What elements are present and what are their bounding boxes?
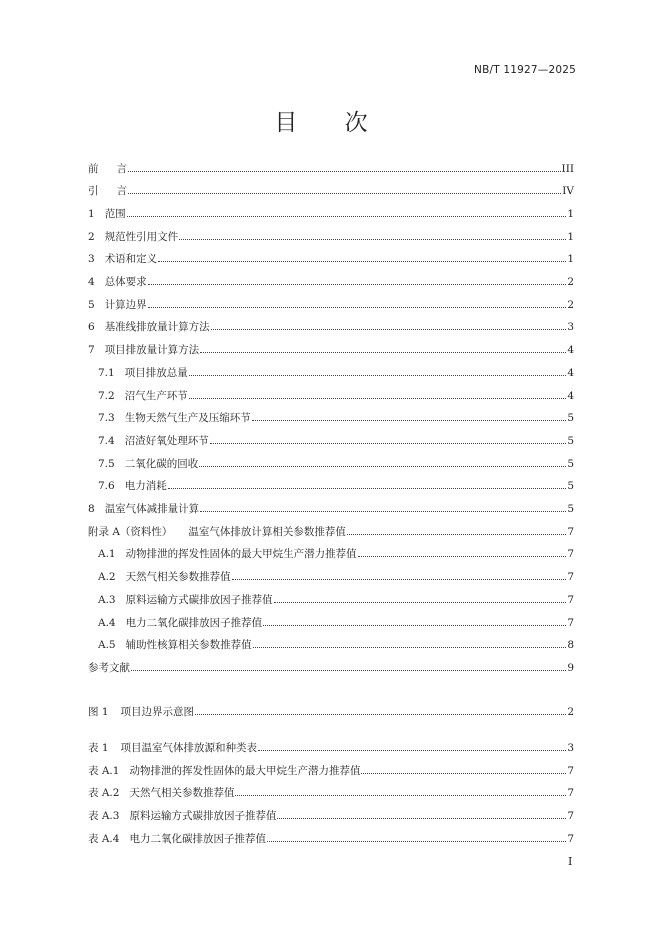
toc-entry[interactable] (98, 614, 574, 630)
toc-leader-dots (358, 556, 567, 557)
toc-entry-label: 计算边界 (104, 299, 147, 311)
toc-entry-number: 7.3 (98, 412, 115, 424)
toc-leader-dots (347, 534, 566, 535)
toc-entry-number: A.2 (98, 571, 116, 583)
toc-entry-page: 2 (567, 299, 574, 311)
toc-entry-number: 4 (88, 276, 95, 288)
toc-entry[interactable] (88, 659, 574, 675)
toc-entry[interactable] (98, 409, 574, 425)
toc-entry-page: 7 (567, 787, 574, 799)
toc-entry[interactable] (88, 703, 574, 719)
toc-entry-label: 沼渣好氧处理环节 (124, 435, 209, 447)
toc-entry-page: 5 (567, 435, 574, 447)
toc-entry-page: 7 (567, 617, 574, 629)
toc-entry-page: 1 (567, 231, 574, 243)
toc-entry-page: III (561, 163, 574, 175)
toc-entry[interactable] (88, 228, 574, 244)
toc-entry[interactable] (88, 205, 574, 221)
toc-entry-page: 4 (567, 344, 574, 356)
toc-entry[interactable] (88, 807, 574, 823)
toc-entry-page: 7 (567, 765, 574, 777)
toc-entry-label: 术语和定义 (104, 253, 158, 265)
toc-entry-label: 动物排泄的挥发性固体的最大甲烷生产潜力推荐值 (125, 548, 357, 560)
page-number: I (568, 855, 573, 868)
toc-entry-number: 7.1 (98, 367, 115, 379)
toc-entry-page: 3 (567, 321, 574, 333)
toc-entry-page: 1 (567, 253, 574, 265)
toc-entry[interactable] (98, 568, 574, 584)
toc-entry-label: 天然气相关参数推荐值 (129, 787, 235, 799)
toc-leader-dots (189, 375, 567, 376)
toc-entry-page: 7 (567, 526, 574, 538)
toc-entry-number: 3 (88, 253, 95, 265)
toc-entry-number: 1 (88, 208, 95, 220)
toc-leader-dots (128, 171, 561, 172)
toc-entry[interactable] (88, 160, 574, 176)
toc-entry-page: 7 (567, 571, 574, 583)
toc-entry-number: 2 (88, 231, 95, 243)
toc-entry-label: 沼气生产环节 (124, 390, 188, 402)
toc-leader-dots (128, 193, 561, 194)
toc-leader-dots (361, 773, 566, 774)
toc-entry-number: 表 A.4 (88, 833, 120, 845)
toc-entry[interactable] (98, 545, 574, 561)
toc-leader-dots (277, 818, 566, 819)
toc-entry[interactable] (88, 739, 574, 755)
toc-leader-dots (211, 329, 567, 330)
toc-leader-dots (253, 647, 567, 648)
toc-entry-label: 项目排放总量 (124, 367, 188, 379)
toc-leader-dots (210, 443, 567, 444)
toc-leader-dots (131, 670, 566, 671)
toc-entry-page: 5 (567, 412, 574, 424)
toc-entry-page: 7 (567, 548, 574, 560)
toc-entry-label: 生物天然气生产及压缩环节 (124, 412, 251, 424)
toc-leader-dots (199, 466, 566, 467)
toc-entry[interactable] (88, 830, 574, 846)
toc-entry[interactable] (88, 296, 574, 312)
toc-leader-dots (189, 398, 567, 399)
toc-entry[interactable] (98, 455, 574, 471)
toc-entry-page: 1 (567, 208, 574, 220)
toc-entry-label: 总体要求 (104, 276, 147, 288)
toc-entry-number: 引 (88, 185, 99, 197)
toc-entry-page: 7 (567, 810, 574, 822)
toc-entry-number: 表 1 (88, 742, 109, 754)
toc-entry[interactable] (98, 387, 574, 403)
toc-entry-number: 表 A.2 (88, 787, 120, 799)
toc-entry-number: 前 (88, 163, 99, 175)
toc-leader-dots (263, 625, 566, 626)
toc-entry-number: 7.6 (98, 480, 115, 492)
toc-leader-dots (168, 488, 567, 489)
toc-entry-label: 项目边界示意图 (120, 706, 195, 718)
toc-entry-page: 9 (567, 662, 574, 674)
toc-leader-dots (195, 714, 566, 715)
toc-leader-dots (179, 239, 566, 240)
toc-entry-label: 参考文献 (88, 662, 130, 674)
toc-entry[interactable] (98, 636, 574, 652)
toc-entry[interactable] (88, 762, 574, 778)
toc-leader-dots (200, 511, 566, 512)
toc-entry-number: 7.4 (98, 435, 115, 447)
toc-entry-page: 7 (567, 833, 574, 845)
toc-entry[interactable] (88, 500, 574, 516)
toc-entry-page: 5 (567, 458, 574, 470)
toc-entry-label: 辅助性核算相关参数推荐值 (125, 639, 252, 651)
toc-leader-dots (127, 216, 567, 217)
toc-entry[interactable] (88, 250, 574, 266)
toc-entry-label: 原料运输方式碳排放因子推荐值 (125, 594, 273, 606)
toc-entry-number: 8 (88, 503, 95, 515)
toc-entry-number: 表 A.1 (88, 765, 120, 777)
toc-entry[interactable] (88, 318, 574, 334)
toc-entry[interactable] (98, 432, 574, 448)
toc-entry-label: 基准线排放量计算方法 (104, 321, 210, 333)
toc-entry-number: 图 1 (88, 706, 109, 718)
toc-entry-label: 项目温室气体排放源和种类表 (120, 742, 258, 754)
toc-entry-label: 电力二氧化碳排放因子推荐值 (129, 833, 266, 845)
toc-entry-page: IV (562, 185, 574, 197)
toc-leader-dots (200, 352, 566, 353)
toc-entry[interactable] (98, 477, 574, 493)
toc-entry-page: 2 (567, 276, 574, 288)
toc-entry-label: 规范性引用文件 (104, 231, 179, 243)
toc-entry-label: 温室气体减排量计算 (104, 503, 200, 515)
toc-entry-page: 7 (567, 594, 574, 606)
toc-entry-number: A.4 (98, 617, 116, 629)
toc-entry-page: 5 (567, 480, 574, 492)
toc-entry[interactable] (88, 341, 574, 357)
toc-leader-dots (158, 261, 566, 262)
toc-entry-number: 7.5 (98, 458, 115, 470)
toc-entry-number: 7 (88, 344, 95, 356)
toc-leader-dots (252, 420, 567, 421)
toc-entry[interactable] (98, 364, 574, 380)
toc-entry[interactable] (88, 784, 574, 800)
toc-entry-label: 电力消耗 (124, 480, 167, 492)
toc-entry-page: 5 (567, 503, 574, 515)
toc-entry-number: A.5 (98, 639, 116, 651)
toc-entry-label: 项目排放量计算方法 (104, 344, 200, 356)
toc-entry-number: 附录 A（资料性） (88, 526, 173, 538)
toc-entry-page: 4 (567, 367, 574, 379)
toc-entry[interactable] (88, 182, 574, 198)
toc-leader-dots (258, 750, 566, 751)
toc-entry-label: 二氧化碳的回收 (124, 458, 199, 470)
toc-entry-label: 天然气相关参数推荐值 (125, 571, 231, 583)
toc-entry-number: A.1 (98, 548, 116, 560)
toc-entry-label: 电力二氧化碳排放因子推荐值 (125, 617, 263, 629)
toc-entry-number: 表 A.3 (88, 810, 120, 822)
page-title: 目 次 (274, 110, 388, 136)
toc-entry-page: 8 (567, 639, 574, 651)
standard-code: NB/T 11927—2025 (474, 64, 576, 76)
toc-entry-label: 温室气体排放计算相关参数推荐值 (188, 526, 346, 538)
toc-entry-label: 原料运输方式碳排放因子推荐值 (129, 810, 277, 822)
toc-entry-number: 7.2 (98, 390, 115, 402)
toc-entry[interactable] (98, 591, 574, 607)
toc-entry-page: 3 (567, 742, 574, 754)
toc-leader-dots (148, 307, 567, 308)
toc-leader-dots (232, 579, 567, 580)
toc-leader-dots (267, 841, 566, 842)
toc-leader-dots (235, 795, 566, 796)
toc-entry-number: 6 (88, 321, 95, 333)
toc-entry-label: 范围 (104, 208, 126, 220)
toc-entry[interactable] (88, 273, 574, 289)
toc-entry-page: 2 (567, 706, 574, 718)
toc-entry[interactable] (88, 523, 574, 539)
toc-entry-number: A.3 (98, 594, 116, 606)
toc-leader-dots (148, 284, 567, 285)
toc-entry-page: 4 (567, 390, 574, 402)
toc-entry-label: 言 (116, 163, 127, 175)
toc-entry-label: 言 (116, 185, 127, 197)
toc-entry-label: 动物排泄的挥发性固体的最大甲烷生产潜力推荐值 (129, 765, 361, 777)
toc-leader-dots (274, 602, 567, 603)
toc-entry-number: 5 (88, 299, 95, 311)
